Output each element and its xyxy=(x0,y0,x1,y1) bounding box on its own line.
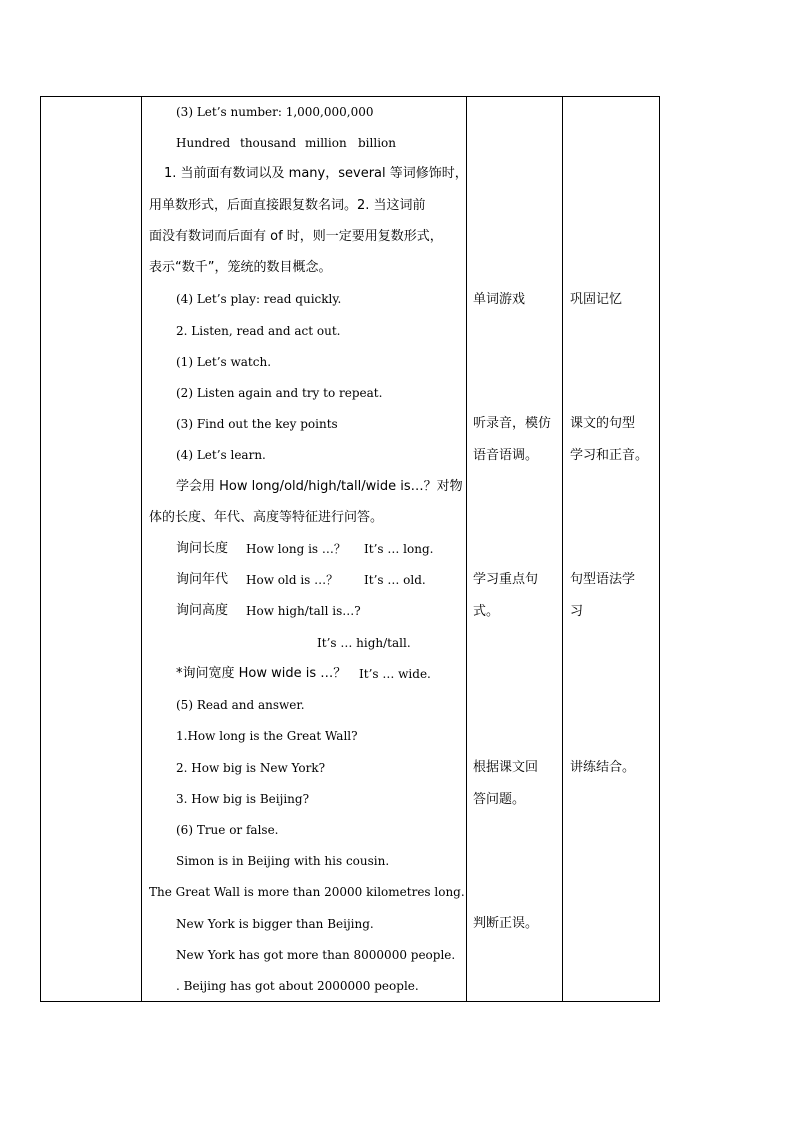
content-label: 询问高度 xyxy=(176,603,229,618)
purpose-text: 习 xyxy=(570,604,584,619)
content-line: (1) Let’s watch. xyxy=(176,355,272,369)
student-activity-text: 单词游戏 xyxy=(473,292,526,307)
content-line: (6) True or false. xyxy=(176,823,279,837)
purpose-text: 课文的句型 xyxy=(570,416,636,431)
student-activity-text: 式。 xyxy=(473,604,500,619)
content-line: Simon is in Beijing with his cousin. xyxy=(176,854,390,868)
content-line: (5) Read and answer. xyxy=(176,698,305,712)
content-line: . Beijing has got about 2000000 people. xyxy=(176,979,419,993)
content-answer: It’s … old. xyxy=(364,573,426,587)
student-activity-text: 学习重点句 xyxy=(473,572,539,587)
content-answer: It’s … long. xyxy=(364,542,434,556)
purpose-text: 讲练结合。 xyxy=(570,760,636,775)
content-line: (3) Find out the key points xyxy=(176,417,338,431)
content-line: New York has got more than 8000000 people. xyxy=(176,948,456,962)
content-word: billion xyxy=(358,136,396,150)
student-activity-text: 听录音，模仿 xyxy=(473,416,552,431)
content-answer: It’s … wide. xyxy=(359,667,431,681)
content-label: 询问年代 xyxy=(176,572,229,587)
content-question: *询问宽度 How wide is …？ xyxy=(176,666,347,681)
student-activity-text: 答问题。 xyxy=(473,792,526,807)
purpose-text: 学习和正音。 xyxy=(570,448,649,463)
content-line: 面没有数词而后面有 of 时，则一定要用复数形式， xyxy=(149,229,443,244)
content-line: 2. Listen, read and act out. xyxy=(176,324,341,338)
content-line: (4) Let’s learn. xyxy=(176,448,266,462)
content-word: million xyxy=(305,136,347,150)
student-activity-text: 判断正误。 xyxy=(473,916,539,931)
table-cell-step xyxy=(40,96,142,1002)
content-line: 体的长度、年代、高度等特征进行问答。 xyxy=(149,510,384,525)
content-line: (3) Let’s number: 1,000,000,000 xyxy=(176,105,374,119)
content-label: 询问长度 xyxy=(176,541,229,556)
content-question: How high/tall is…? xyxy=(246,604,361,618)
student-activity-text: 根据课文回 xyxy=(473,760,539,775)
content-line: The Great Wall is more than 20000 kilometres long. xyxy=(149,885,465,899)
student-activity-text: 语音语调。 xyxy=(473,448,539,463)
content-question: How long is …？ xyxy=(246,542,346,556)
table-cell-student-activity xyxy=(466,96,563,1002)
content-answer: It’s … high/tall. xyxy=(317,636,411,650)
table-cell-purpose xyxy=(562,96,660,1002)
content-line: (2) Listen again and try to repeat. xyxy=(176,386,383,400)
content-line: 3. How big is Beijing? xyxy=(176,792,310,806)
content-word: thousand xyxy=(240,136,297,150)
content-question: How old is …？ xyxy=(246,573,339,587)
content-line: New York is bigger than Beijing. xyxy=(176,917,374,931)
content-line: 2. How big is New York? xyxy=(176,761,326,775)
content-line: 1.How long is the Great Wall? xyxy=(176,729,358,743)
content-line: 1. 当前面有数词以及 many，several 等词修饰时， xyxy=(164,166,468,181)
content-line: 用单数形式，后面直接跟复数名词。2. 当这词前 xyxy=(149,198,426,213)
content-line: 学会用 How long/old/high/tall/wide is…？对物 xyxy=(176,479,463,494)
purpose-text: 巩固记忆 xyxy=(570,292,623,307)
purpose-text: 句型语法学 xyxy=(570,572,636,587)
content-line: (4) Let’s play: read quickly. xyxy=(176,292,342,306)
content-line: 表示“数千”，笼统的数目概念。 xyxy=(149,260,332,275)
content-word: Hundred xyxy=(176,136,231,150)
